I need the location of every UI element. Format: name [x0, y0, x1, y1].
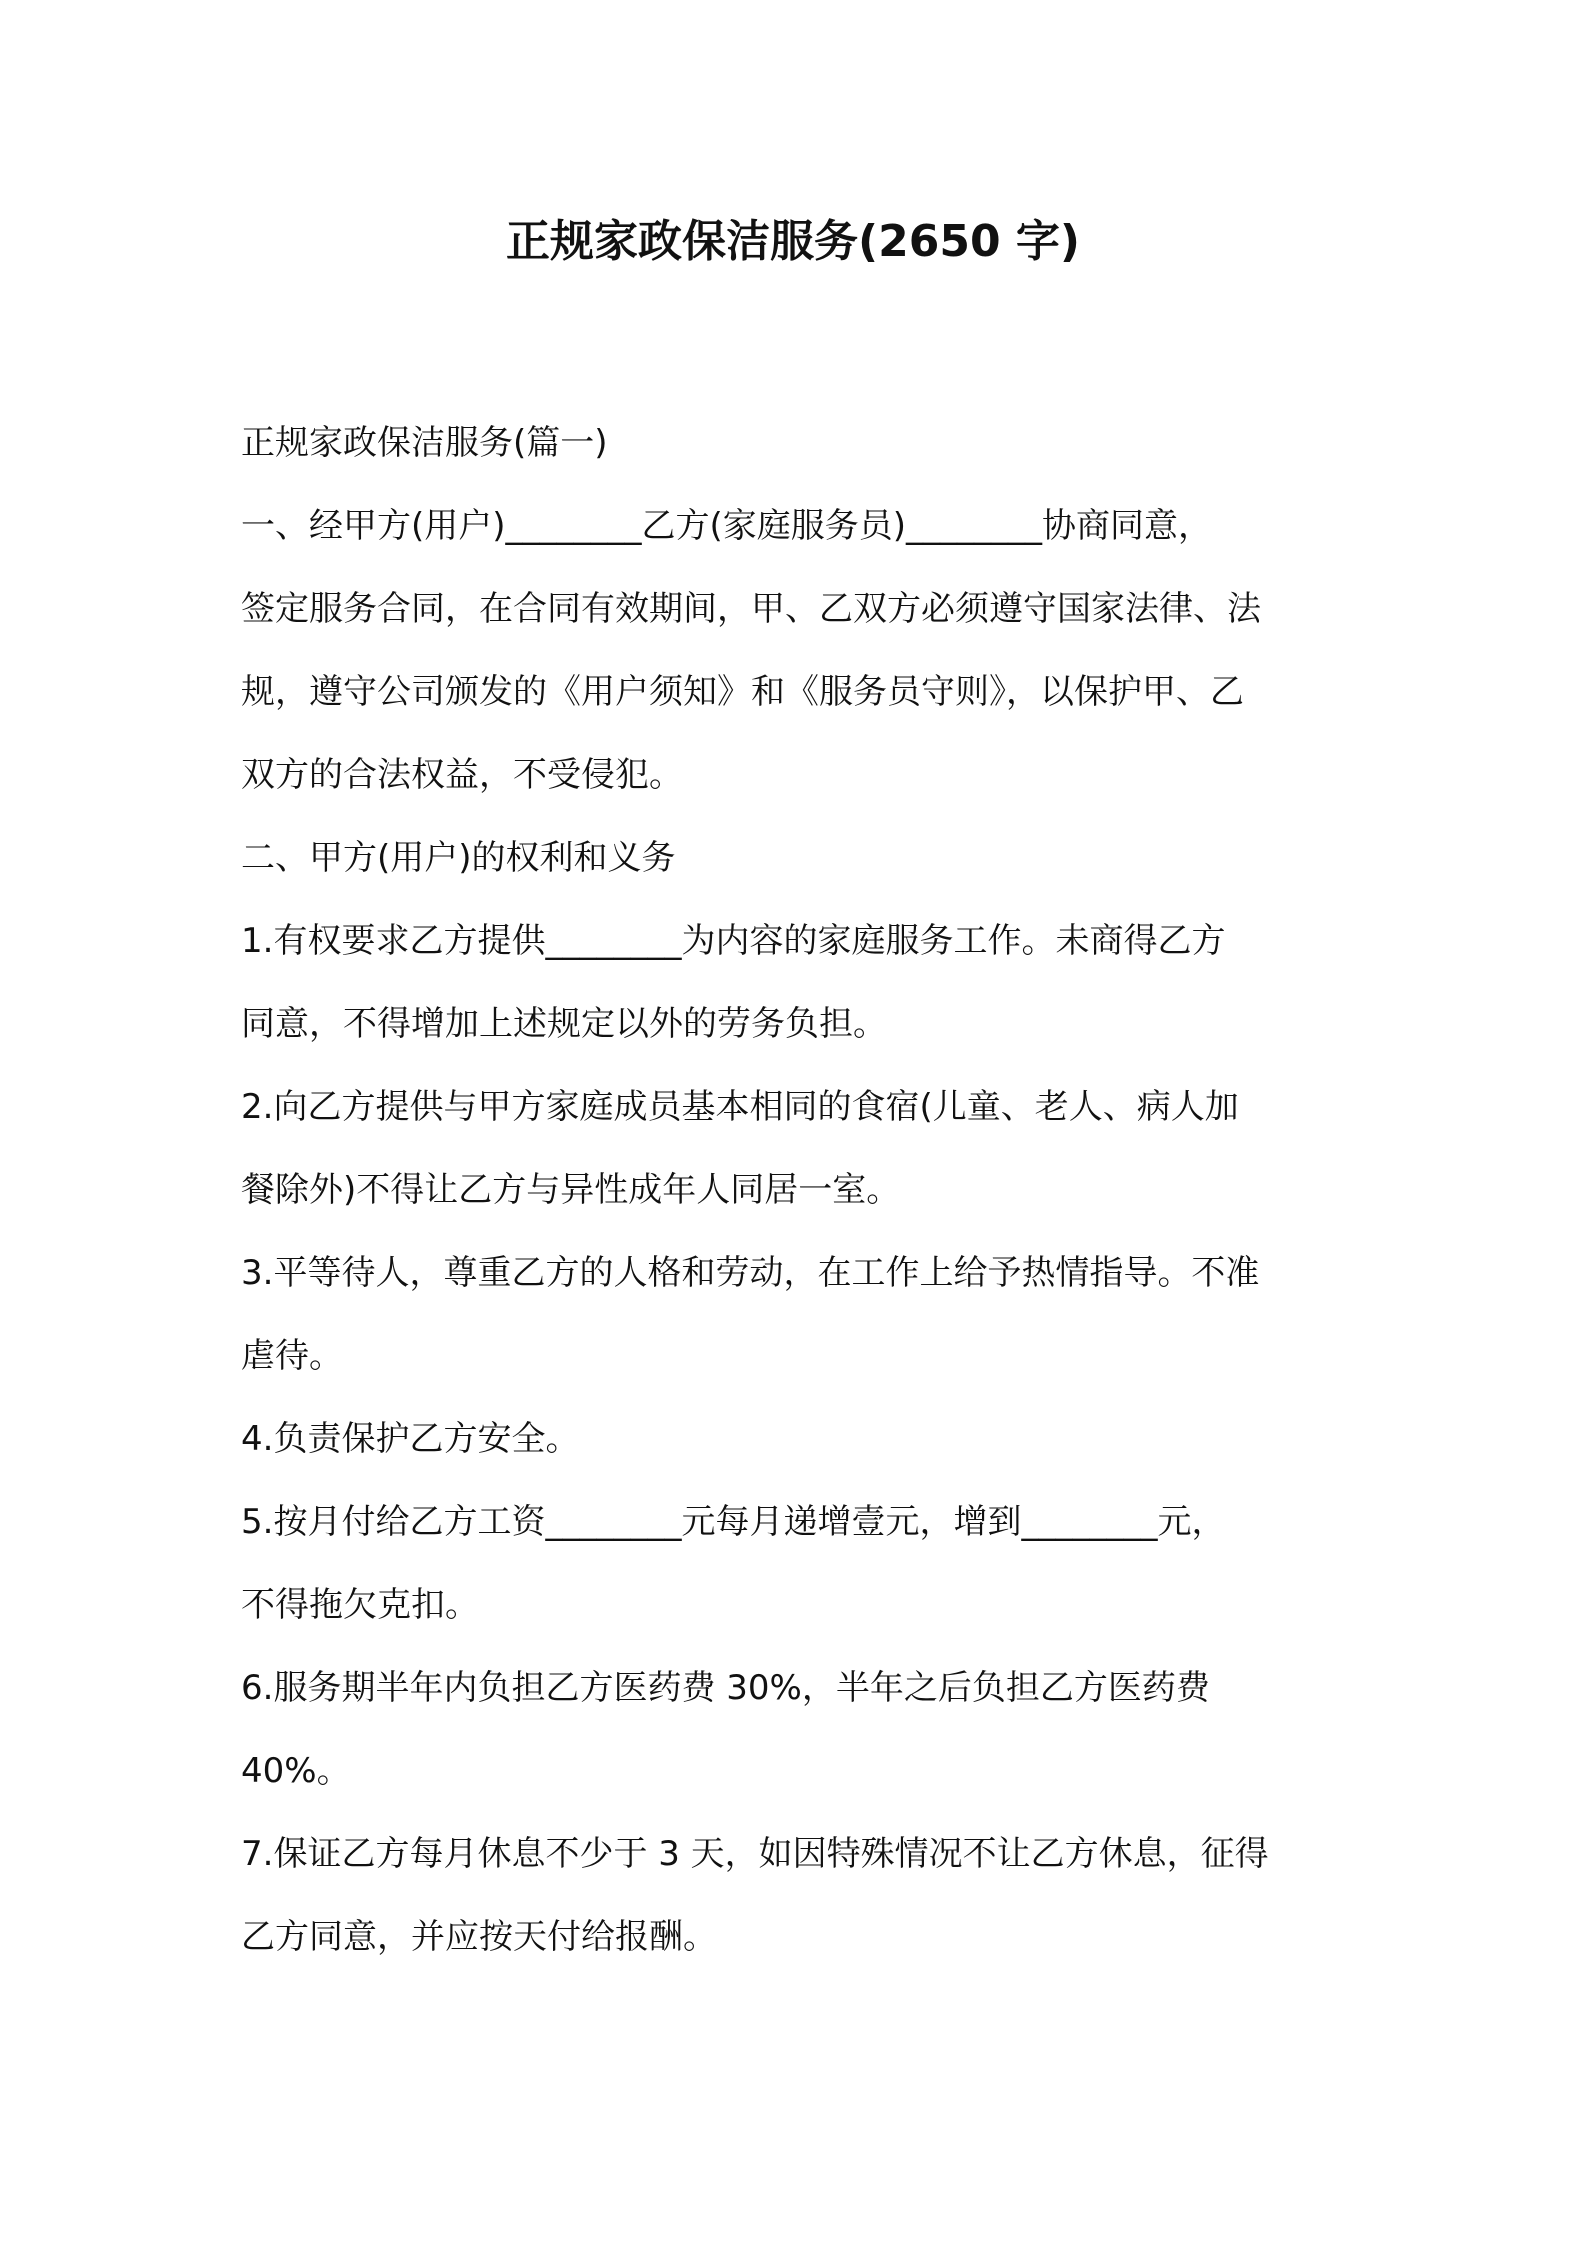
- paragraph-line: 乙方同意，并应按天付给报酬。: [241, 1917, 717, 1957]
- paragraph-line: 1.有权要求乙方提供________为内容的家庭服务工作。未商得乙方: [241, 921, 1226, 961]
- section-heading: 二、甲方(用户)的权利和义务: [241, 838, 676, 878]
- paragraph-line: 6.服务期半年内负担乙方医药费 30%，半年之后负担乙方医药费: [241, 1668, 1210, 1708]
- paragraph-line: 餐除外)不得让乙方与异性成年人同居一室。: [241, 1170, 901, 1210]
- paragraph-line: 不得拖欠克扣。: [241, 1585, 479, 1625]
- paragraph-line: 同意，不得增加上述规定以外的劳务负担。: [241, 1004, 887, 1044]
- paragraph-line: 40%。: [241, 1751, 351, 1791]
- paragraph-line: 4.负责保护乙方安全。: [241, 1419, 580, 1459]
- paragraph-line: 规，遵守公司颁发的《用户须知》和《服务员守则》，以保护甲、乙: [241, 672, 1244, 712]
- paragraph-line: 2.向乙方提供与甲方家庭成员基本相同的食宿(儿童、老人、病人加: [241, 1087, 1239, 1127]
- document-title: 正规家政保洁服务(2650 字): [506, 216, 1080, 267]
- paragraph-line: 5.按月付给乙方工资________元每月递增壹元，增到________元，: [241, 1502, 1226, 1542]
- paragraph-line: 虐待。: [241, 1336, 343, 1376]
- paragraph-line: 一、经甲方(用户)________乙方(家庭服务员)________协商同意，: [241, 506, 1213, 546]
- document-body: [241, 402, 1361, 1979]
- paragraph-line: 双方的合法权益，不受侵犯。: [241, 755, 683, 795]
- paragraph-line: 7.保证乙方每月休息不少于 3 天，如因特殊情况不让乙方休息，征得: [241, 1834, 1269, 1874]
- paragraph-line: 3.平等待人，尊重乙方的人格和劳动，在工作上给予热情指导。不准: [241, 1253, 1260, 1293]
- paragraph-line: 签定服务合同，在合同有效期间，甲、乙双方必须遵守国家法律、法: [241, 589, 1261, 629]
- section-heading: 正规家政保洁服务(篇一): [241, 423, 608, 463]
